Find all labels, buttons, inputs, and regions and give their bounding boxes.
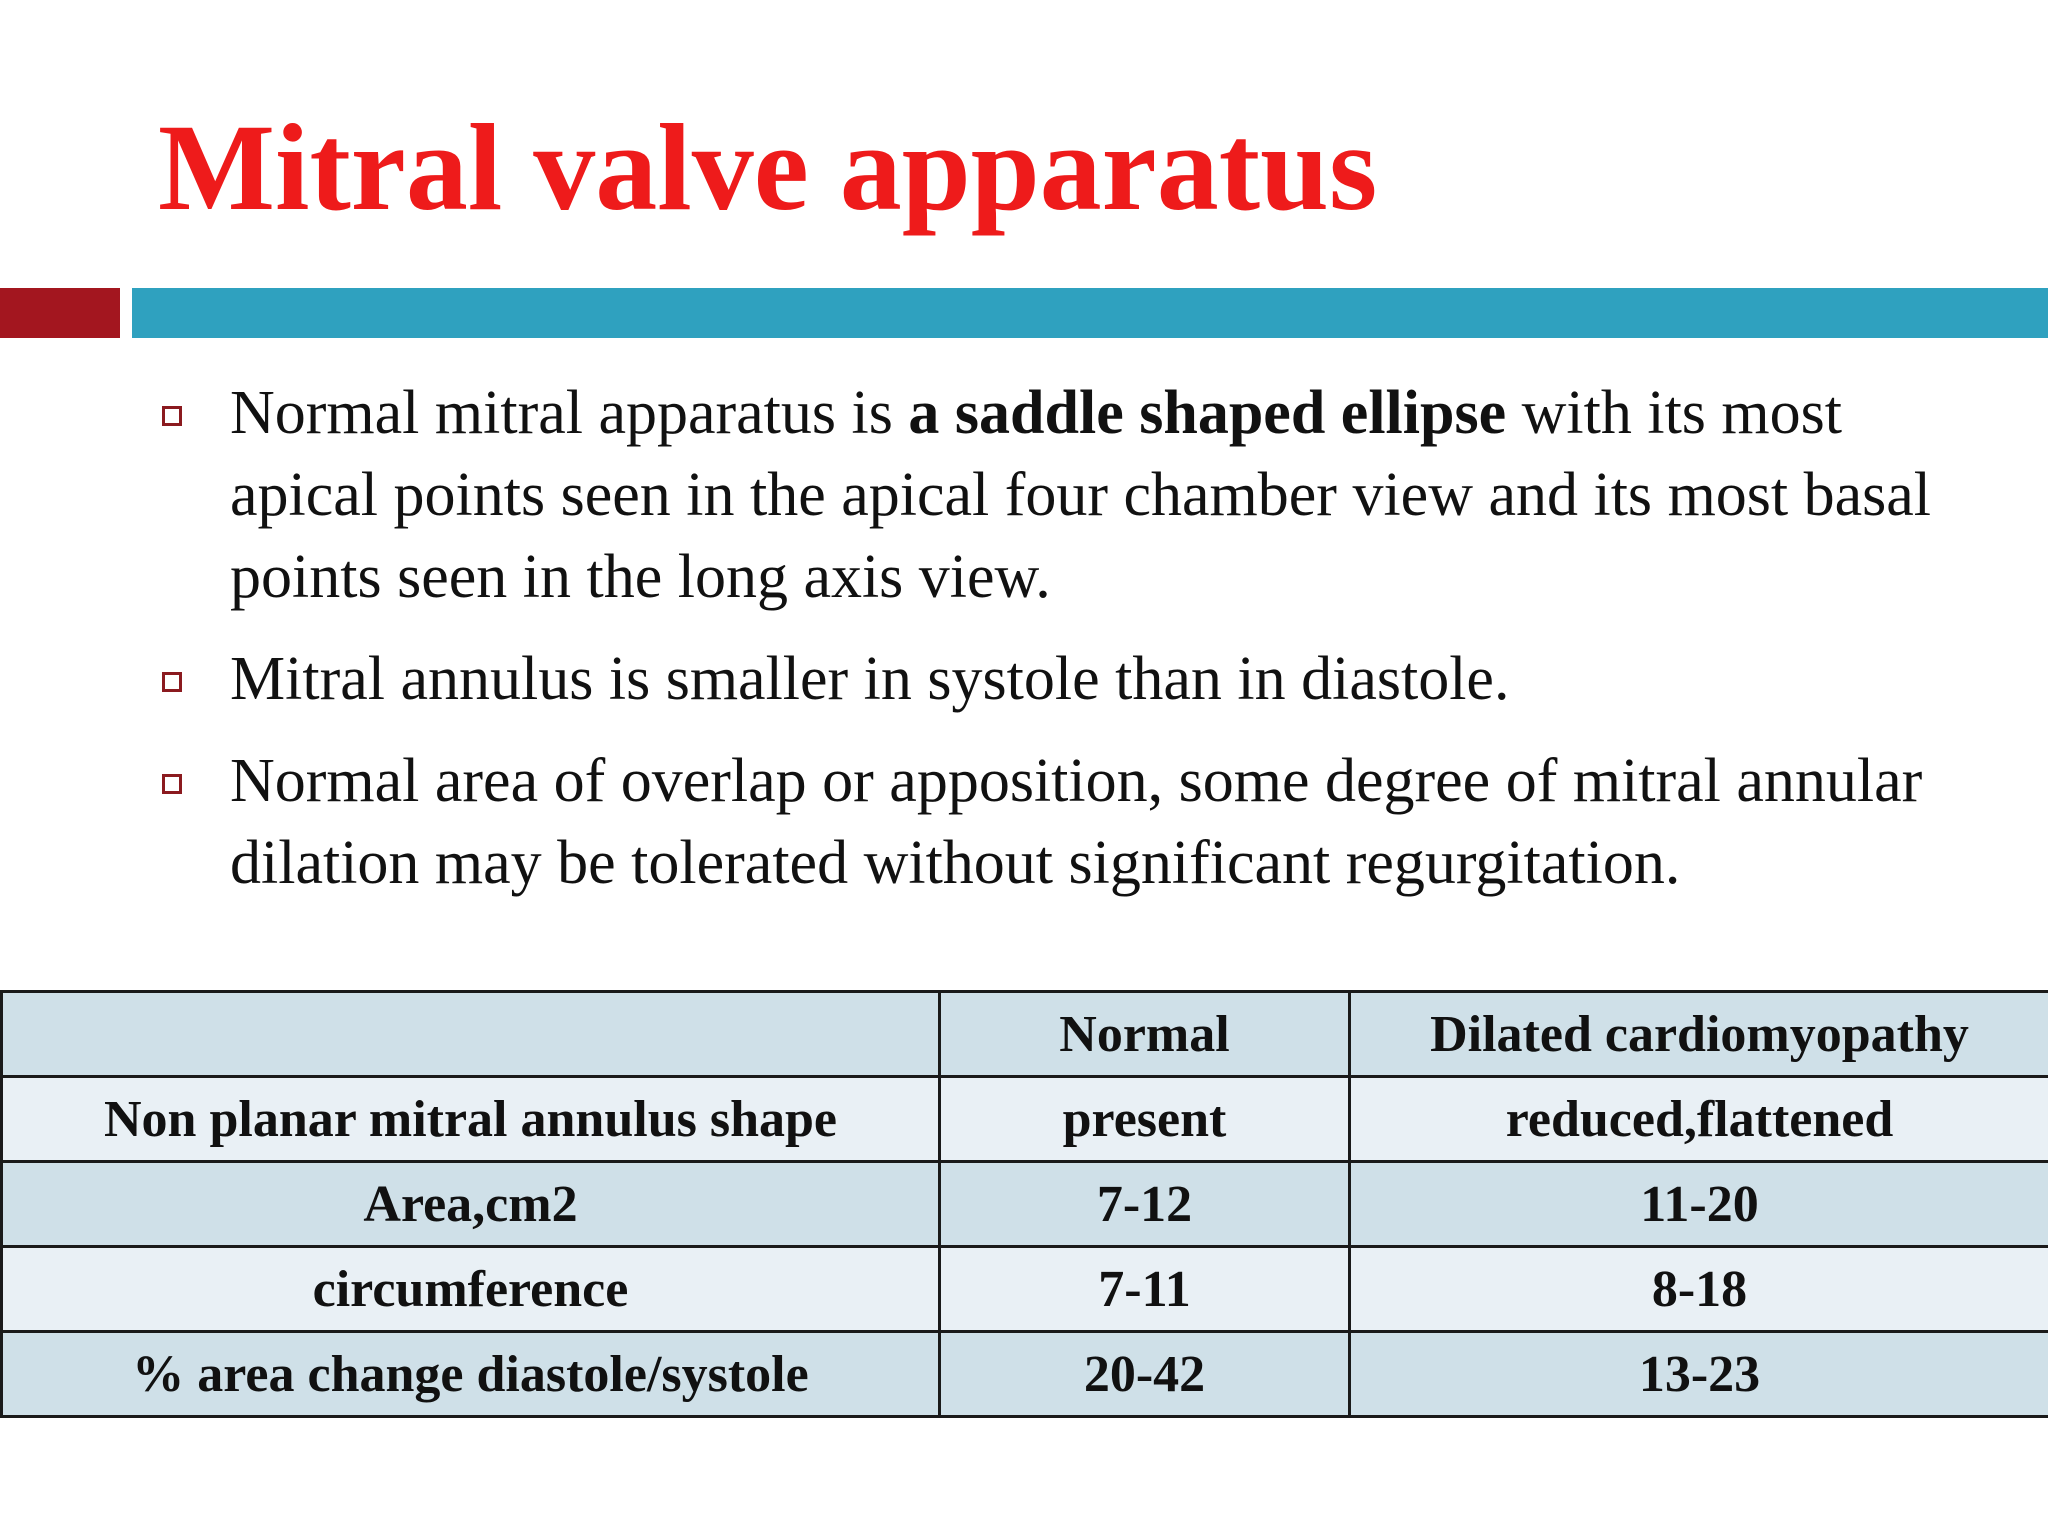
square-bullet-icon [162,774,182,794]
bullet-list [160,372,1940,924]
table-cell: present [940,1077,1350,1162]
square-bullet-icon [162,406,182,426]
slide-title: Mitral valve apparatus [158,99,1378,236]
bullet-text: Normal area of overlap or apposition, some degree of mitral annular dilation may be tolerated without significant regurgitation. [230,747,1923,897]
comparison-table [0,990,2048,1418]
table-cell: Area,cm2 [2,1162,940,1247]
bullet-text-before: Normal mitral apparatus is [230,379,909,447]
bullet-item [160,372,1940,618]
square-bullet-icon [162,672,182,692]
bullet-text-after: with its most apical points seen in the apical four chamber view and its most basal points seen in the long axis view. [230,379,1932,611]
accent-bar-red [0,288,120,338]
bullet-text-bold: a saddle shaped ellipse [908,379,1507,447]
table-row [2,1332,2048,1417]
table-cell: Non planar mitral annulus shape [2,1077,940,1162]
bullet-item [160,740,1940,904]
table-header-cell [2,992,940,1077]
table-cell: 13-23 [1350,1332,2048,1417]
bullet-item [160,638,1940,720]
table-header-row [2,992,2048,1077]
table-cell: 7-12 [940,1162,1350,1247]
table-header-cell: Dilated cardiomyopathy [1350,992,2048,1077]
table-cell: 11-20 [1350,1162,2048,1247]
table-header-cell: Normal [940,992,1350,1077]
table-row [2,1077,2048,1162]
accent-bar-blue [132,288,2048,338]
table-cell: % area change diastole/systole [2,1332,940,1417]
table-cell: 7-11 [940,1247,1350,1332]
bullet-text: Mitral annulus is smaller in systole than in diastole. [230,645,1510,713]
table-cell: 20-42 [940,1332,1350,1417]
table-cell: reduced,flattened [1350,1077,2048,1162]
table-row [2,1247,2048,1332]
table-row [2,1162,2048,1247]
table-cell: circumference [2,1247,940,1332]
table-cell: 8-18 [1350,1247,2048,1332]
